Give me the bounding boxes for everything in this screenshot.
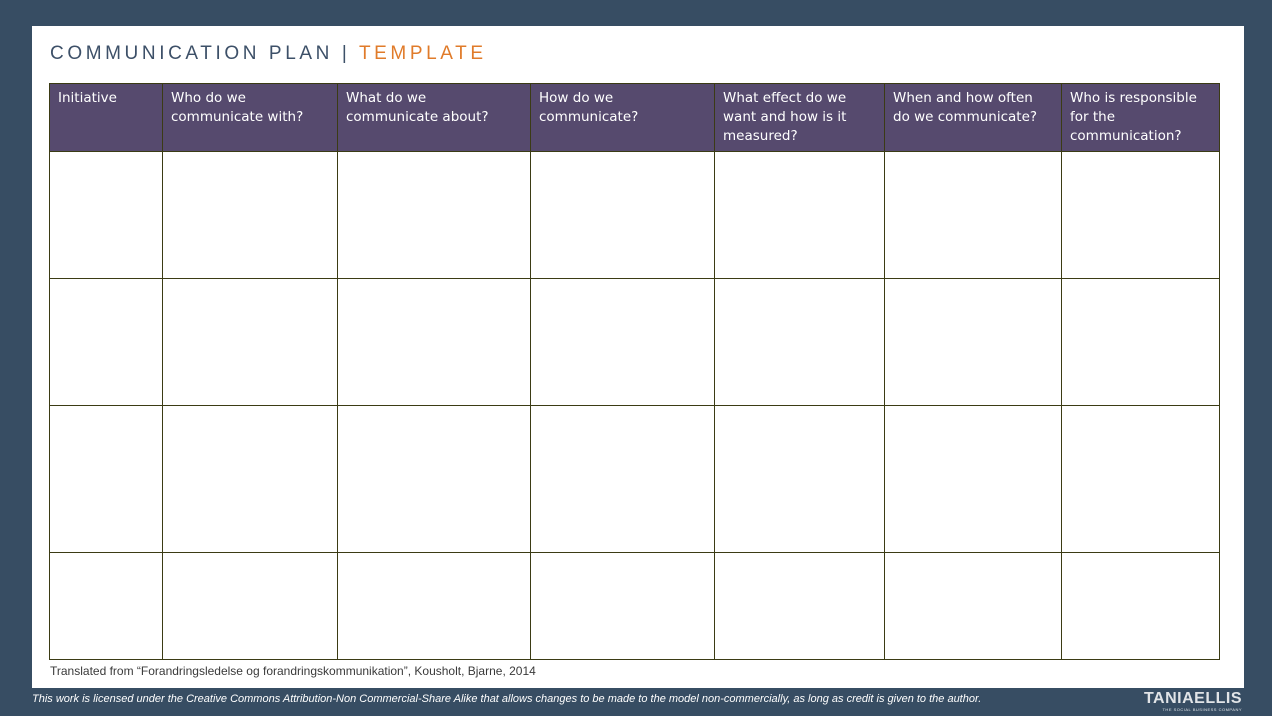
license-notice: This work is licensed under the Creative Commons Attribution-Non Commercial-Share Alike that allows changes to be made to the model non-commercially, as long as credit is given to the author. [32,693,982,705]
table-cell[interactable] [885,553,1062,660]
page-title [50,43,487,65]
header-initiative: Initiative [50,84,163,152]
table-cell[interactable] [50,279,163,406]
table-row [50,152,1220,279]
header-effect-measure: What effect do we want and how is it measured? [715,84,885,152]
table-cell[interactable] [715,406,885,553]
table-cell[interactable] [531,406,715,553]
table-cell[interactable] [50,406,163,553]
communication-plan-table [49,83,1220,660]
template-sheet [32,26,1244,688]
table-cell[interactable] [531,553,715,660]
table-cell[interactable] [163,152,338,279]
table-header-row [50,84,1220,152]
header-frequency: When and how often do we communicate? [885,84,1062,152]
table-cell[interactable] [885,406,1062,553]
table-cell[interactable] [338,553,531,660]
company-logo [1144,691,1242,712]
table-cell[interactable] [338,152,531,279]
table-cell[interactable] [885,279,1062,406]
title-accent: TEMPLATE [358,43,487,64]
logo-wordmark: TANIAELLIS [1143,690,1242,707]
table-cell[interactable] [1062,279,1220,406]
logo-tagline: THE SOCIAL BUSINESS COMPANY [1162,707,1242,712]
table-row [50,553,1220,660]
table-cell[interactable] [338,406,531,553]
table-cell[interactable] [1062,553,1220,660]
table-cell[interactable] [715,279,885,406]
table-cell[interactable] [163,553,338,660]
header-topic: What do we communicate about? [338,84,531,152]
title-main: COMMUNICATION PLAN [50,43,333,64]
table-cell[interactable] [1062,406,1220,553]
header-responsible: Who is responsible for the communication? [1062,84,1220,152]
table-cell[interactable] [338,279,531,406]
table-cell[interactable] [163,406,338,553]
table-cell[interactable] [715,152,885,279]
table-cell[interactable] [163,279,338,406]
title-separator: | [341,43,351,64]
table-cell[interactable] [50,553,163,660]
header-audience: Who do we communicate with? [163,84,338,152]
table-cell[interactable] [885,152,1062,279]
table-cell[interactable] [715,553,885,660]
translation-credit: Translated from “Forandringsledelse og forandringskommunikation”, Kousholt, Bjarne, 2014 [50,664,536,678]
table-cell[interactable] [50,152,163,279]
header-channel: How do we communicate? [531,84,715,152]
table-cell[interactable] [531,152,715,279]
table-cell[interactable] [531,279,715,406]
table-row [50,406,1220,553]
table-cell[interactable] [1062,152,1220,279]
table-row [50,279,1220,406]
